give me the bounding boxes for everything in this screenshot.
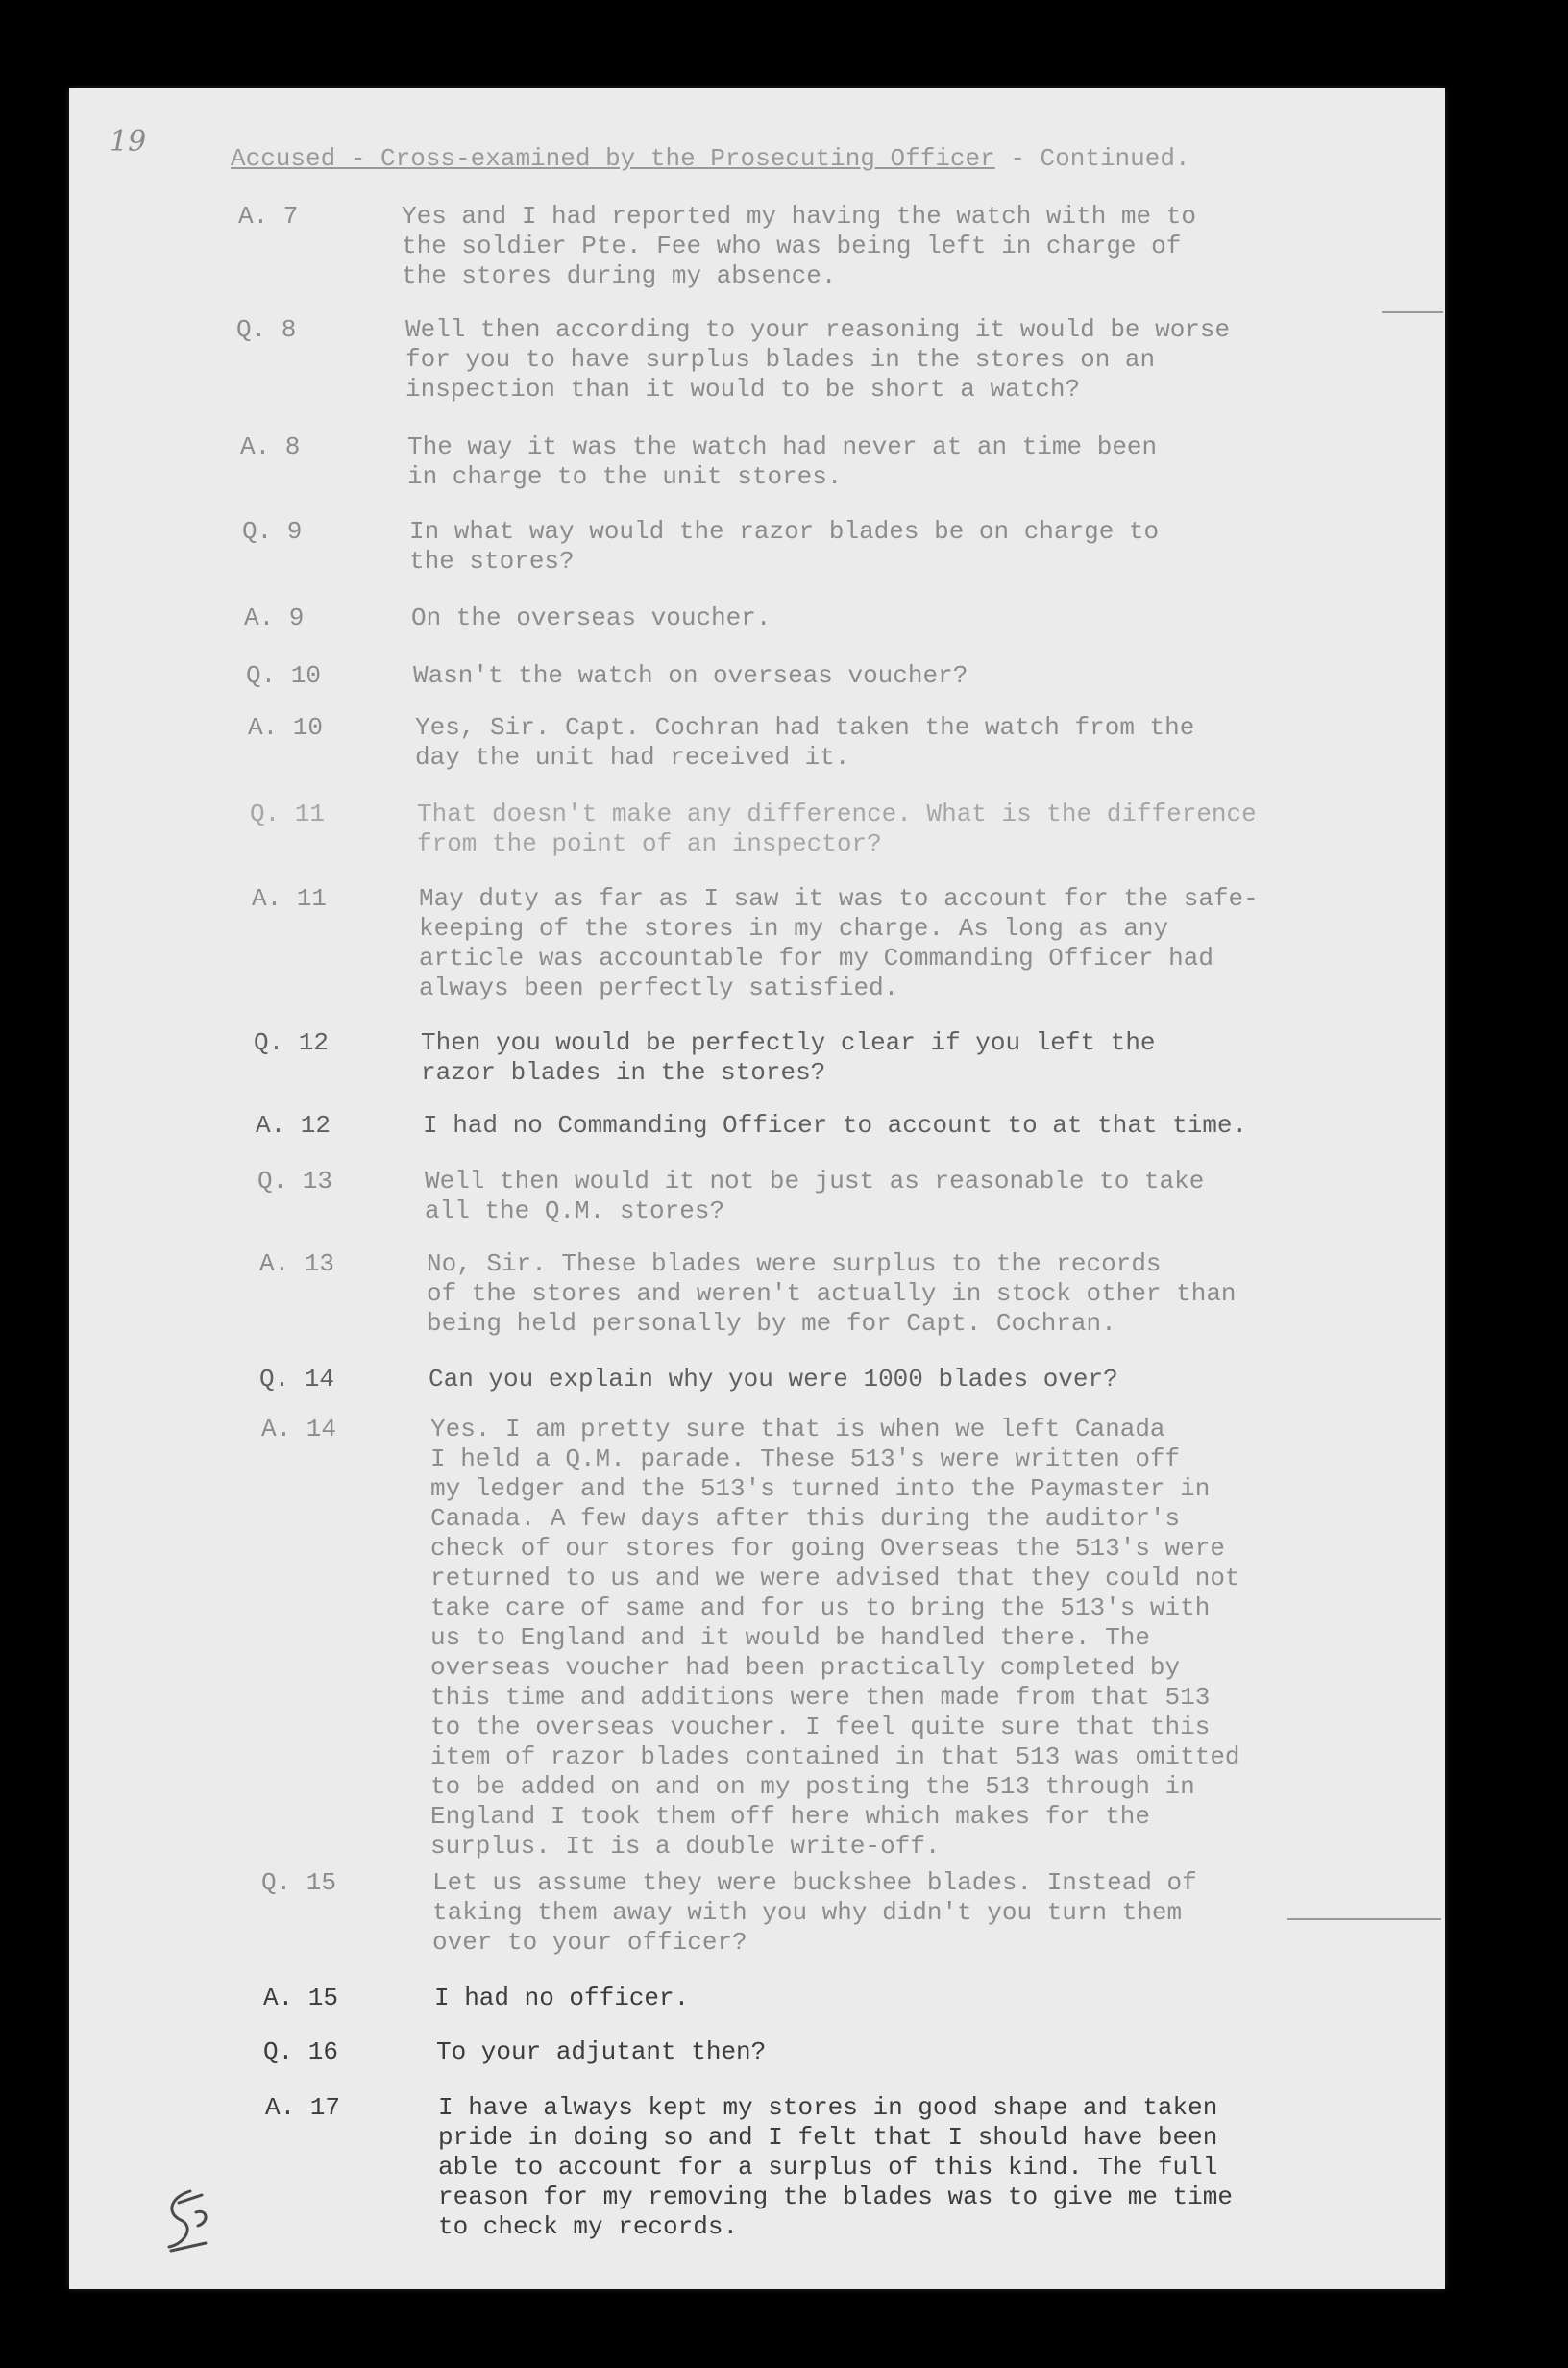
qa-text: I had no officer. bbox=[434, 1984, 690, 2012]
qa-text: Yes and I had reported my having the watch with me to the soldier Pte. Fee who was being left in charge of the stores during my absence. bbox=[402, 202, 1196, 290]
page-number-mark: 19 bbox=[110, 125, 147, 159]
qa-label: Q. 10 bbox=[246, 661, 322, 690]
qa-text: Yes. I am pretty sure that is when we left Canada I held a Q.M. parade. These 513's were written off my ledger and the 513's turned into the Paymaster in Canada. A few days after this during the auditor's check of our stores for going Overseas the 513's were returned to us and we were advised that they could not take care of same and for us to bring the 513's with us to England and it would be handled there. The overseas voucher had been practically completed by this time and additions were then made from that 513 to the overseas voucher. I feel quite sure that this item of razor blades contained in that 513 was omitted to be added on and on my posting the 513 through in England I took them off here which makes for the surplus. It is a double write-off. bbox=[430, 1415, 1240, 1861]
qa-label: Q. 14 bbox=[259, 1365, 335, 1394]
qa-label: A. 17 bbox=[265, 2093, 341, 2122]
qa-label: A. 8 bbox=[240, 432, 301, 461]
heading-title: Accused - Cross-examined by the Prosecuting Officer bbox=[231, 144, 995, 173]
qa-text: Well then would it not be just as reasonable to take all the Q.M. stores? bbox=[425, 1167, 1205, 1225]
qa-text: I had no Commanding Officer to account to at that time. bbox=[423, 1111, 1248, 1140]
qa-text: Then you would be perfectly clear if you left the razor blades in the stores? bbox=[421, 1028, 1156, 1087]
qa-label: A. 9 bbox=[244, 604, 305, 632]
qa-label: Q. 15 bbox=[261, 1868, 337, 1897]
qa-label: A. 15 bbox=[263, 1984, 339, 2012]
qa-text: Can you explain why you were 1000 blades over? bbox=[429, 1365, 1118, 1394]
qa-text: In what way would the razor blades be on charge to the stores? bbox=[409, 517, 1160, 576]
qa-label: Q. 11 bbox=[250, 800, 326, 828]
handwritten-initials-icon bbox=[152, 2183, 219, 2260]
qa-label: A. 14 bbox=[261, 1415, 337, 1443]
document-page bbox=[69, 88, 1445, 2289]
qa-label: A. 13 bbox=[259, 1249, 335, 1278]
qa-label: Q. 12 bbox=[254, 1028, 330, 1057]
page-heading bbox=[231, 144, 1422, 173]
qa-text: The way it was the watch had never at an time been in charge to the unit stores. bbox=[407, 432, 1158, 491]
qa-label: Q. 8 bbox=[236, 315, 297, 344]
qa-text: I have always kept my stores in good shape and taken pride in doing so and I felt that I should have been able to account for a surplus of this kind. The full reason for my removing the blades was to give me time to check my records. bbox=[438, 2093, 1233, 2241]
qa-label: Q. 9 bbox=[242, 517, 303, 546]
qa-text: That doesn't make any difference. What is the difference from the point of an inspector? bbox=[417, 800, 1257, 858]
qa-label: A. 12 bbox=[256, 1111, 331, 1140]
qa-label: A. 7 bbox=[238, 202, 299, 231]
qa-text: No, Sir. These blades were surplus to the records of the stores and weren't actually in stock other than being held personally by me for Capt. Cochran. bbox=[427, 1249, 1237, 1338]
qa-label: A. 10 bbox=[248, 713, 324, 742]
qa-label: Q. 13 bbox=[257, 1167, 333, 1196]
edge-mark bbox=[1382, 311, 1443, 313]
qa-label: Q. 16 bbox=[263, 2037, 339, 2066]
qa-text: May duty as far as I saw it was to account for the safe- keeping of the stores in my charge. As long as any article was accountable for my Commanding Officer had always been perfectly satisfied. bbox=[419, 884, 1259, 1002]
qa-text: Yes, Sir. Capt. Cochran had taken the watch from the day the unit had received it. bbox=[415, 713, 1195, 772]
qa-label: A. 11 bbox=[252, 884, 328, 913]
qa-text: Well then according to your reasoning it would be worse for you to have surplus blades in the stores on an inspection than it would to be short a watch? bbox=[405, 315, 1231, 404]
qa-text: Wasn't the watch on overseas voucher? bbox=[413, 661, 968, 690]
edge-mark bbox=[1287, 1918, 1441, 1920]
qa-text: On the overseas voucher. bbox=[411, 604, 772, 632]
heading-continued: - Continued. bbox=[994, 144, 1190, 173]
qa-text: Let us assume they were buckshee blades. Instead of taking them away with you why didn't you turn them over to your officer? bbox=[432, 1868, 1197, 1957]
qa-text: To your adjutant then? bbox=[436, 2037, 767, 2066]
